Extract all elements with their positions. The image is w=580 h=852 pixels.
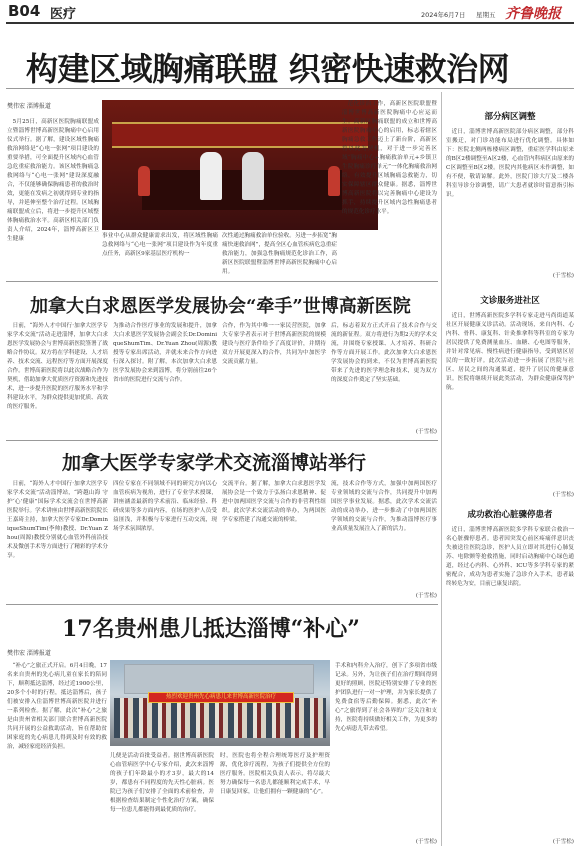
article2-col3-text: 合作，作为其中唯一一家民营医院，加拿大专家学者表示对于世博高新医院的规模建设与医疗条件给予了高度评价，并期待双方开展更深入的合作，共同为中加医学交流贡献力量。 bbox=[222, 323, 326, 365]
article3-tag: (于雪松) bbox=[415, 593, 437, 599]
article2-col1-text: 日前，“海外人才中国行·加拿大医学专家学术交流”活动走进淄博，加拿大白求恩医学发展协会与世博高新医院签署了战略合作协议。双方将在学科建设、人才培养、技术交流、远程医疗等方面开展深度合作。世博高新医院将以此次战略合作为契机，借助加拿大优质医疗资源和先进技术，进一步提升医院的医疗服务水平和学科建设水平，为群众提供更加优质、高效的医疗服务。 bbox=[7, 323, 108, 410]
page-number: B04 bbox=[8, 2, 41, 20]
photo-person bbox=[328, 166, 340, 196]
article3-col4-text: 流，技术合作等方式，加强中加两国医疗专业领域的交流与合作，共同提升中加两国医学事业发展。据悉，此次学术交流活动的成功举办，进一步推动了中加两国医学领域的交流与合作，为推动淄博医疗事业高质量发展注入了新的活力。 bbox=[331, 481, 437, 532]
sidebar-item-tag: (于雪松) bbox=[552, 492, 574, 498]
article1-col3-text: 范化诊治工作，高新区医院联盟暨淄博世博高新医院胸痛中心应运而生。高新区胸痛联盟的成立和世博高新医院胸痛中心的启用，标志着辖区胸痛急救工作迈上了新台阶，高新区将以此为契机，对于进一步完善区域“胸痛中心+胸痛救治单元+乡镇卫生院胸痛诊疗单元”一体化胸痛救治网络，有效提升区域胸痛急救能力，切实保障辖区群众健康。据悉，淄博世博高新医院将以完善胸痛中心建设为抓手，持续提升区域内急性胸痛患者的规范化诊疗水平。 bbox=[342, 101, 437, 215]
article2-column-1 bbox=[7, 322, 108, 430]
article2-col4-text: 后，标志着双方正式开启了技术合作与交流的新征程。双方将进行为期2天的学术交流，并围绕专家授课、人才培养、科研合作等方面开展工作。此次加拿大白求恩医学发展协会的到来，不仅为世博高新医院带来了先进的医学理念和技术，更为双方的深度合作奠定了坚实基础。 bbox=[331, 323, 437, 383]
sidebar-item-title: 文诊服务进社区 bbox=[480, 296, 540, 306]
section-name: 医疗 bbox=[50, 7, 77, 22]
article4-col4-text: 手术和内科介入治疗，创下了多项省市级记录。另外，为让孩子们在治疗期间得到更好的照顾，医院还特别安排了专业的医护团队进行一对一护理，并为家长提供了免费食宿等后勤保障。据悉，此次“补心”之旅得到了社会各界的广泛关注和支持，医院将持续做好相关工作，为更多的先心病患儿带去希望。 bbox=[335, 663, 437, 732]
article4-column-1 bbox=[7, 662, 107, 846]
sidebar-body-text: 近日，淄博世博高新医院部分病区调整，部分科室搬迁，对门诊功能布局进行优化调整。具体如下：医院北侧两栋楼病区调整，重症医学科由原来的B区2楼调整至A区2楼，心血管内科病区由原来的C区调整至B区2楼。医院内其他病区未作调整，如有不便，敬请谅解。此外，医院门诊大厅及二楼各科室导诊分诊调整，请广大患者就诊时留意指引标识。 bbox=[446, 129, 574, 198]
article3-column-1 bbox=[7, 480, 108, 594]
masthead-rule bbox=[6, 22, 574, 24]
sidebar-body-text: 近日，世博高新医院多学科专家走进马尚街道某社区开展健康义诊活动。活动现场，来自内科、心内科、骨科、康复科、针灸推拿科等科室的专家为居民提供了免费测量血压、血糖、心电图等服务，并针对常见病、慢性病进行健康指导，受到辖区居民的一致好评。此次活动进一步拓展了医院与社区、居民之间的沟通渠道，提升了居民的健康意识。医院将继续开展此类活动，为群众健康保驾护航。 bbox=[446, 313, 574, 391]
sidebar-item-title: 成功救治心脏骤停患者 bbox=[467, 510, 553, 520]
article2-col2-text: 为推动合作医疗事业的发展和提升，加拿大白求恩医学发展协会副会长Dr.DominiqueShumTim、Dr.Yuan Zhou(周源)教授等专家出席活动，并就未来合作方向进行深入探讨。附了解，本次加拿大白求恩医学发展协会来到淄博，将分别前往26个省市的医院进行交流与合作。 bbox=[113, 323, 217, 383]
section-rule bbox=[6, 440, 438, 441]
sidebar-divider bbox=[441, 92, 442, 846]
sidebar-item-title: 部分病区调整 bbox=[484, 112, 536, 122]
article1-column-3 bbox=[342, 100, 437, 276]
photo-person bbox=[200, 152, 222, 200]
article1-headline: 构建区域胸痛联盟 织密快速救治网 bbox=[26, 50, 510, 88]
sidebar-body-text: 近日，淄博世博高新医院多学科专家联合救治一名心脏骤停患者。患者因突发心前区疼痛伴意识丧失被送往医院急诊，医护人员立即对其进行心肺复苏、电除颤等抢救措施，同时启动胸痛中心绿色通道，经过心内科、心外科、ICU等多学科专家的紧密配合，成功为患者实施了急诊介入手术，患者最终转危为安，目前已康复出院。 bbox=[446, 527, 574, 587]
sidebar-item-tag: (于雪松) bbox=[552, 273, 574, 279]
paper-logo: 齐鲁晚报 bbox=[505, 6, 561, 22]
article4-col1-text: “补心”之旅正式开启。6月4日晚，17名来自贵州的先心病儿童在家长的陪同下，顺利抵达淄博，经过近1900公里，20多个小时的行程，抵达淄博后，孩子们被安排入住淄博世博高新医院并进行一系列检查。据了解，此次“补心”之旅是由贵州省相关部门联合世博高新医院共同开展的公益救助活动，旨在帮助贫困家庭的先心病患儿得到及时有效的救治，减轻家庭经济负担。 bbox=[7, 663, 107, 750]
issue-date: 2024年6月7日 bbox=[421, 11, 466, 19]
article4-byline: 樊伟宏 淄博报道 bbox=[7, 650, 51, 657]
article3-column-4 bbox=[331, 480, 437, 594]
article2-column-2 bbox=[113, 322, 217, 430]
article3-headline: 加拿大医学专家学术交流淄博站举行 bbox=[62, 452, 367, 474]
sidebar-item-body bbox=[446, 128, 574, 272]
article1-col2-text: 次性通过胸痛救治单位验收。另进一步拓宽“胸痛快速救治网”，提高全区心血管疾病危急重症救治能力，加强急性胸痛规范化诊治工作，高新区医院联盟暨淄博世博高新医院胸痛中心启用。 bbox=[222, 233, 337, 275]
article4-column-2 bbox=[110, 752, 214, 846]
article1-photo-caption bbox=[102, 232, 218, 276]
sidebar-item-body bbox=[446, 312, 574, 490]
article2-tag: (于雪松) bbox=[415, 429, 437, 435]
banner-text: 热烈欢迎贵州先心病患儿来世博高新医院治疗 bbox=[165, 694, 276, 700]
section-rule bbox=[6, 281, 438, 282]
article1-photo bbox=[102, 100, 378, 230]
section-rule bbox=[6, 604, 438, 605]
article3-col2-text: 四位专家在不同领域不同的研究方向以心血管疾病为视角，进行了专业学术授课，讲座涵盖最新的学术前沿、临床经验、科研成果等多方面内容，在场的医护人员受益匪浅，并积极与专家进行互动交流，现场学术氛围浓厚。 bbox=[113, 481, 217, 532]
photo-banner bbox=[112, 122, 368, 148]
headline-rule bbox=[6, 88, 574, 89]
article2-column-3 bbox=[222, 322, 326, 430]
article1-column-1 bbox=[7, 118, 99, 278]
article1-column-2 bbox=[222, 232, 337, 276]
photo-person bbox=[138, 166, 150, 196]
article1-col1-text: 5月25日，高新区医院胸痛联盟成立暨淄博世博高新医院胸痛中心启用仪式举行。据了解，建设区域性胸痛救治网络是“心电一张网”项目建设的重要举措，可全面提升区域内心血管急危重症救治能力。该区域性胸痛急救网络与“心电一张网”建设深度融合，不仅能够确保胸痛患者的救治时效，更能在发病之初就得到专业的指导，并延伸至整个治疗过程。区域胸痛联盟成立后，将进一步提升区域整体胸痛救治水平。高新区相关部门负责人介绍，2024年，淄博高新区卫生健康 bbox=[7, 119, 99, 242]
article4-photo bbox=[110, 660, 330, 746]
article4-col3-text: 时，医院也将全程合理统筹医疗及护理资源，优化诊疗流程，为孩子们提供全方位的医疗服务。医院相关负责人表示，将尽最大努力确保每一名患儿都能顺利完成手术，早日康复回家，让他们拥有一颗健康的“心”。 bbox=[220, 753, 330, 795]
article4-col2-text: 儿便是活动首批受益者。据世博高新医院心血管病医学中心专家介绍，此次来淄博的孩子们年龄最小的才3岁，最大的14岁，都患有不同程度的先天性心脏病。医院已为孩子们安排了全面的术前检查，并根据检查结果制定个性化治疗方案，确保每一位患儿都能得到最优质的治疗。 bbox=[110, 753, 214, 813]
article3-column-2 bbox=[113, 480, 217, 594]
photo-welcome-banner bbox=[148, 692, 294, 703]
article3-column-3 bbox=[222, 480, 326, 594]
article3-col1-text: 日前，“海外人才中国行·加拿大医学专家学术交流”活动淄博站，“跨越山海 守护‘心’健康”国际学术交流会在世博高新医院举行。学术讲座由世博高新医院院长王嘉琦主持，加拿大医学专家Dr.DominiqueShumTim(李帅)教授、Dr.Yuan Zhou(周源)教授分别就心血管外科前沿技术及微创手术等方面进行了精彩的学术分享。 bbox=[7, 481, 108, 559]
article3-col3-text: 交流平台。据了解，加拿大白求恩医学发展协会是一个致力于弘扬白求恩精神、促进中加两国医学交流与合作的非营利性组织。此次学术交流活动的举办，为两国医学专家搭建了沟通交流的桥梁。 bbox=[222, 481, 326, 523]
sidebar-item-body bbox=[446, 526, 574, 838]
article4-tag: (于雪松) bbox=[415, 839, 437, 845]
article1-byline: 樊伟宏 淄博报道 bbox=[7, 103, 51, 110]
photo-building bbox=[124, 664, 314, 694]
article2-headline: 加拿大白求恩医学发展协会“牵手”世博高新医院 bbox=[30, 296, 411, 317]
article4-headline: 17名贵州患儿抵达淄博“补心” bbox=[62, 616, 360, 642]
caption-text: 事业中心从群众健康需求出发，将区域性胸痛急救网络与“心电一张网”项目建设作为年度重点任务，高新区9家基层医疗机构一 bbox=[102, 233, 218, 257]
issue-weekday: 星期五 bbox=[476, 11, 496, 19]
photo-person bbox=[242, 152, 264, 200]
article4-column-4 bbox=[335, 662, 437, 838]
article2-column-4 bbox=[331, 322, 437, 430]
photo-crowd bbox=[114, 698, 326, 738]
article4-column-3 bbox=[220, 752, 330, 846]
sidebar-item-tag: (于雪松) bbox=[552, 839, 574, 845]
